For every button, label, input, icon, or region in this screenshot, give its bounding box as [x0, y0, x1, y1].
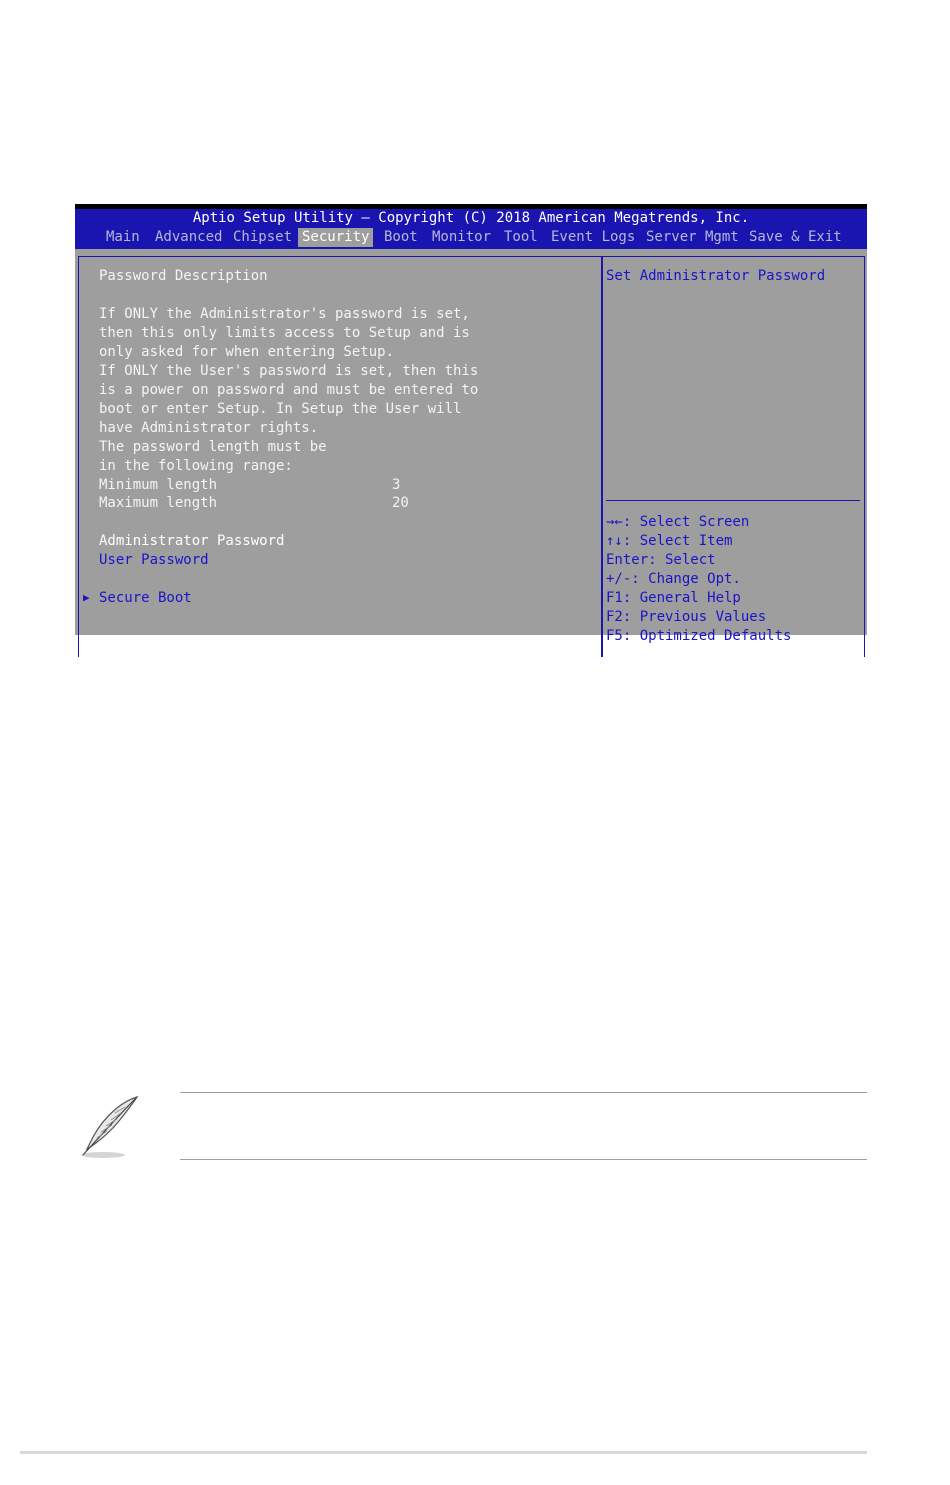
note-bottom-rule: [180, 1159, 867, 1160]
min-length-value: 3: [392, 477, 401, 493]
description-line: only asked for when entering Setup.: [99, 344, 395, 360]
max-length-value: 20: [392, 495, 409, 511]
help-key-enter: Enter: Select: [606, 552, 716, 568]
bios-body: [75, 249, 867, 644]
tab-server-mgmt[interactable]: Server Mgmt: [646, 229, 739, 245]
help-key-select-item: ↑↓: Select Item: [606, 533, 733, 549]
secure-boot-submenu[interactable]: Secure Boot: [99, 590, 192, 606]
tab-save-exit[interactable]: Save & Exit: [749, 229, 842, 245]
description-line: is a power on password and must be entered to: [99, 382, 479, 398]
tab-main[interactable]: Main: [106, 229, 140, 245]
bios-screen: [75, 204, 867, 644]
note-top-rule: [180, 1092, 867, 1093]
footer-rule: [20, 1451, 867, 1454]
help-key-general-help: F1: General Help: [606, 590, 741, 606]
help-key-optimized-defaults: F5: Optimized Defaults: [606, 628, 792, 644]
user-password-item[interactable]: User Password: [99, 552, 209, 568]
description-line: in the following range:: [99, 458, 293, 474]
help-divider: [606, 500, 860, 501]
description-line: The password length must be: [99, 439, 327, 455]
bios-tab-bar: [75, 228, 867, 247]
administrator-password-item[interactable]: Administrator Password: [99, 533, 285, 549]
tab-event-logs[interactable]: Event Logs: [551, 229, 636, 245]
tab-security[interactable]: Security: [298, 228, 373, 247]
description-line: If ONLY the Administrator's password is set,: [99, 306, 470, 322]
password-description-heading: Password Description: [99, 268, 268, 284]
tab-monitor[interactable]: Monitor: [432, 229, 492, 245]
item-help-text: Set Administrator Password: [606, 268, 826, 284]
bios-header: [75, 204, 867, 249]
bios-title: Aptio Setup Utility – Copyright (C) 2018 American Megatrends, Inc.: [192, 210, 750, 226]
tab-tool[interactable]: Tool: [504, 229, 538, 245]
tab-boot[interactable]: Boot: [384, 229, 418, 245]
tab-chipset[interactable]: Chipset: [233, 229, 293, 245]
feather-pen-icon: [75, 1093, 145, 1161]
min-length-label: Minimum length: [99, 477, 218, 493]
help-key-previous-values: F2: Previous Values: [606, 609, 767, 625]
help-key-change-opt: +/-: Change Opt.: [606, 571, 741, 587]
description-line: have Administrator rights.: [99, 420, 319, 436]
description-line: If ONLY the User's password is set, then this: [99, 363, 479, 379]
description-line: then this only limits access to Setup and is: [99, 325, 470, 341]
help-key-select-screen: →←: Select Screen: [606, 514, 750, 530]
submenu-arrow-icon: ▶: [83, 591, 90, 604]
max-length-label: Maximum length: [99, 495, 218, 511]
tab-advanced[interactable]: Advanced: [155, 229, 223, 245]
description-line: boot or enter Setup. In Setup the User will: [99, 401, 462, 417]
